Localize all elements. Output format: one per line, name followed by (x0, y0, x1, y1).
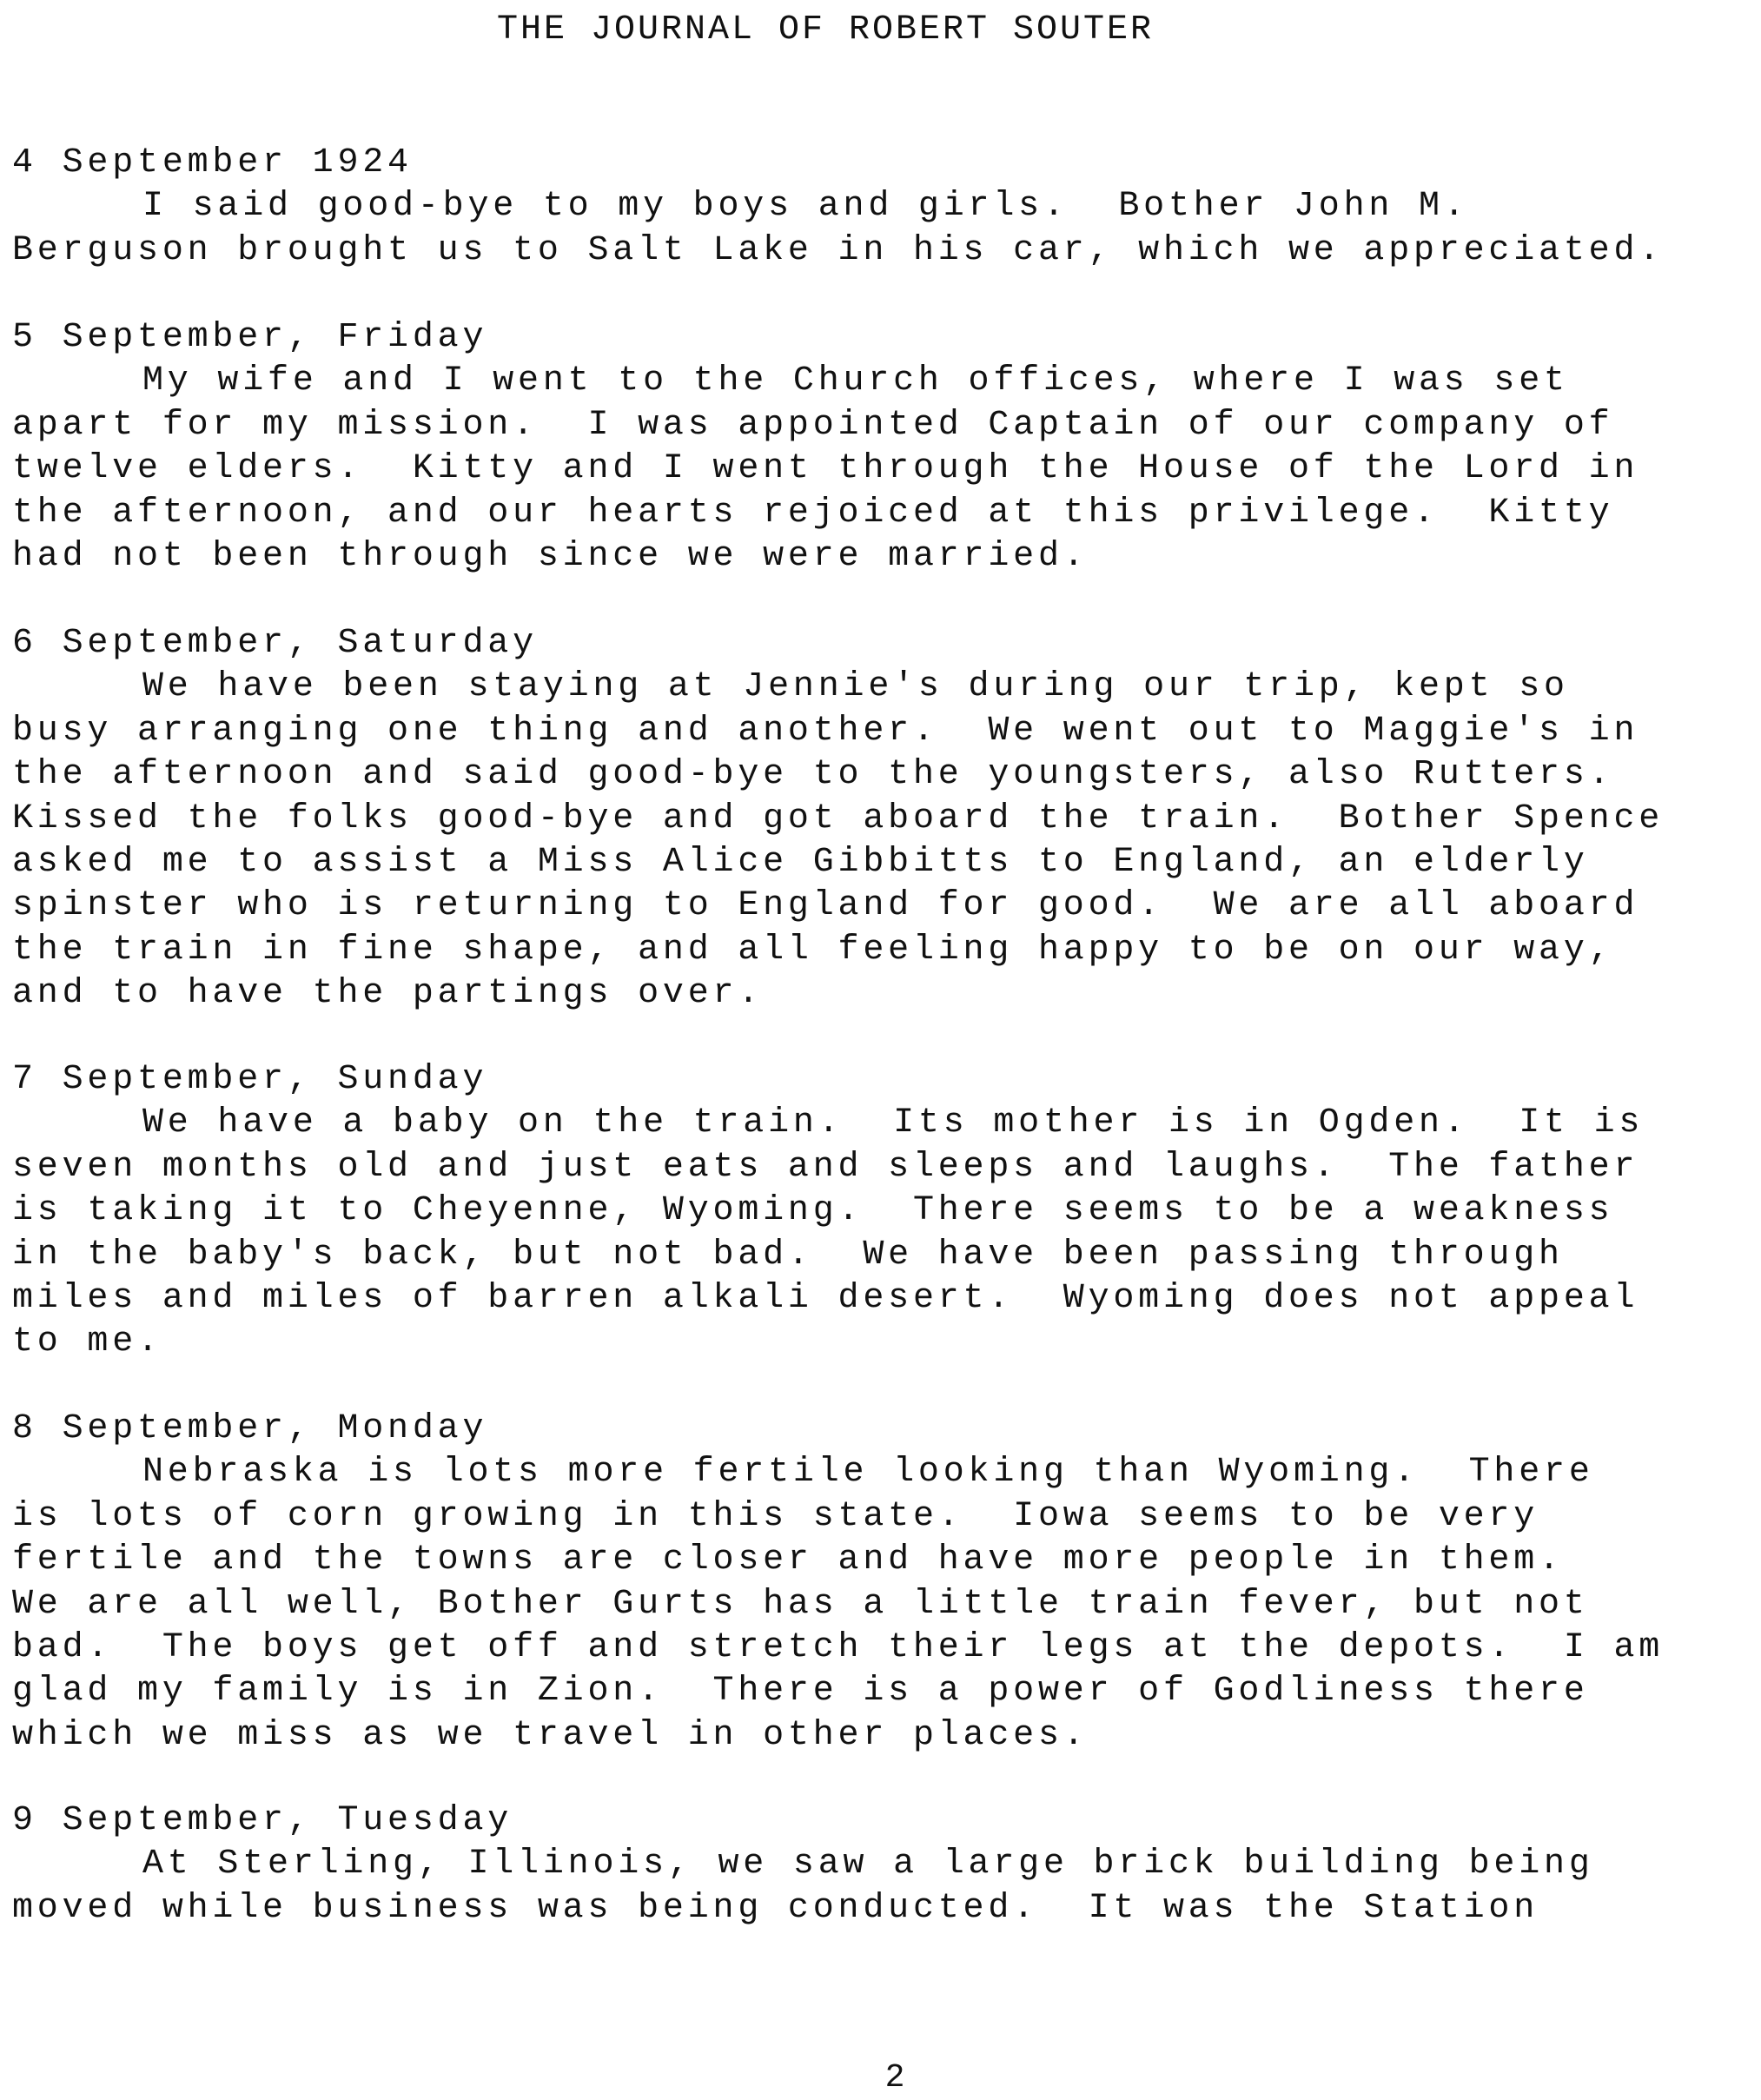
entry-line: asked me to assist a Miss Alice Gibbitts to England, an elderly (12, 842, 1589, 882)
entry-line: We are all well, Bother Gurts has a little train fever, but not (12, 1584, 1589, 1624)
entry-line: At Sterling, Illinois, we saw a large brick building being (142, 1845, 1594, 1885)
entry-line: seven months old and just eats and sleeps and laughs. The father (12, 1147, 1639, 1187)
entry-line: moved while business was being conducted. It was the Station (12, 1888, 1539, 1928)
entry-date: 6 September, Saturday (12, 624, 538, 663)
entry-line: twelve elders. Kitty and I went through the House of the Lord in (12, 449, 1639, 489)
entry-line: spinster who is returning to England for good. We are all aboard (12, 886, 1639, 926)
page-title: THE JOURNAL OF ROBERT SOUTER (496, 10, 1155, 50)
journal-entry (12, 622, 1750, 1017)
entry-line: Nebraska is lots more fertile looking than Wyoming. There (142, 1453, 1594, 1493)
entry-line: busy arranging one thing and another. We went out to Maggie's in (12, 711, 1639, 751)
entry-line: We have a baby on the train. Its mother is in Ogden. It is (142, 1103, 1645, 1143)
entry-line: miles and miles of barren alkali desert. Wyoming does not appeal (12, 1278, 1639, 1318)
entry-line: Berguson brought us to Salt Lake in his car, which we appreciated. (12, 230, 1665, 270)
entry-line: We have been staying at Jennie's during our trip, kept so (142, 667, 1569, 707)
entry-date: 7 September, Sunday (12, 1060, 488, 1099)
entry-line: I said good-bye to my boys and girls. Bother John M. (142, 187, 1469, 227)
entry-line: had not been through since we were married. (12, 536, 1089, 576)
entry-line: the afternoon and said good-bye to the youngsters, also Rutters. (12, 755, 1614, 795)
entry-line: in the baby's back, but not bad. We have been passing through (12, 1235, 1564, 1275)
entry-line: the afternoon, and our hearts rejoiced at this privilege. Kitty (12, 493, 1614, 533)
page-number: 2 (884, 2059, 905, 2097)
journal-entry (12, 142, 1750, 273)
entry-line: My wife and I went to the Church offices, where I was set (142, 361, 1569, 401)
entry-line: to me. (12, 1322, 162, 1362)
entry-line: and to have the partings over. (12, 974, 764, 1014)
entry-date: 4 September 1924 (12, 143, 413, 182)
journal-entry (12, 316, 1750, 579)
entry-line: the train in fine shape, and all feeling happy to be on our way, (12, 930, 1614, 970)
entry-line: Kissed the folks good-bye and got aboard the train. Bother Spence (12, 798, 1665, 838)
entry-date: 8 September, Monday (12, 1409, 488, 1448)
entry-line: which we miss as we travel in other places. (12, 1715, 1089, 1755)
entry-line: fertile and the towns are closer and have more people in them. (12, 1540, 1564, 1580)
entry-line: is lots of corn growing in this state. Iowa seems to be very (12, 1496, 1539, 1536)
entry-line: is taking it to Cheyenne, Wyoming. There seems to be a weakness (12, 1191, 1614, 1231)
journal-entry (12, 1799, 1750, 1931)
journal-entry (12, 1058, 1750, 1365)
entry-line: glad my family is in Zion. There is a power of Godliness there (12, 1672, 1589, 1712)
journal-entry (12, 1408, 1750, 1758)
entry-date: 5 September, Friday (12, 318, 488, 357)
entry-line: bad. The boys get off and stretch their legs at the depots. I am (12, 1627, 1665, 1667)
entry-line: apart for my mission. I was appointed Captain of our company of (12, 405, 1614, 445)
entry-date: 9 September, Tuesday (12, 1801, 513, 1840)
